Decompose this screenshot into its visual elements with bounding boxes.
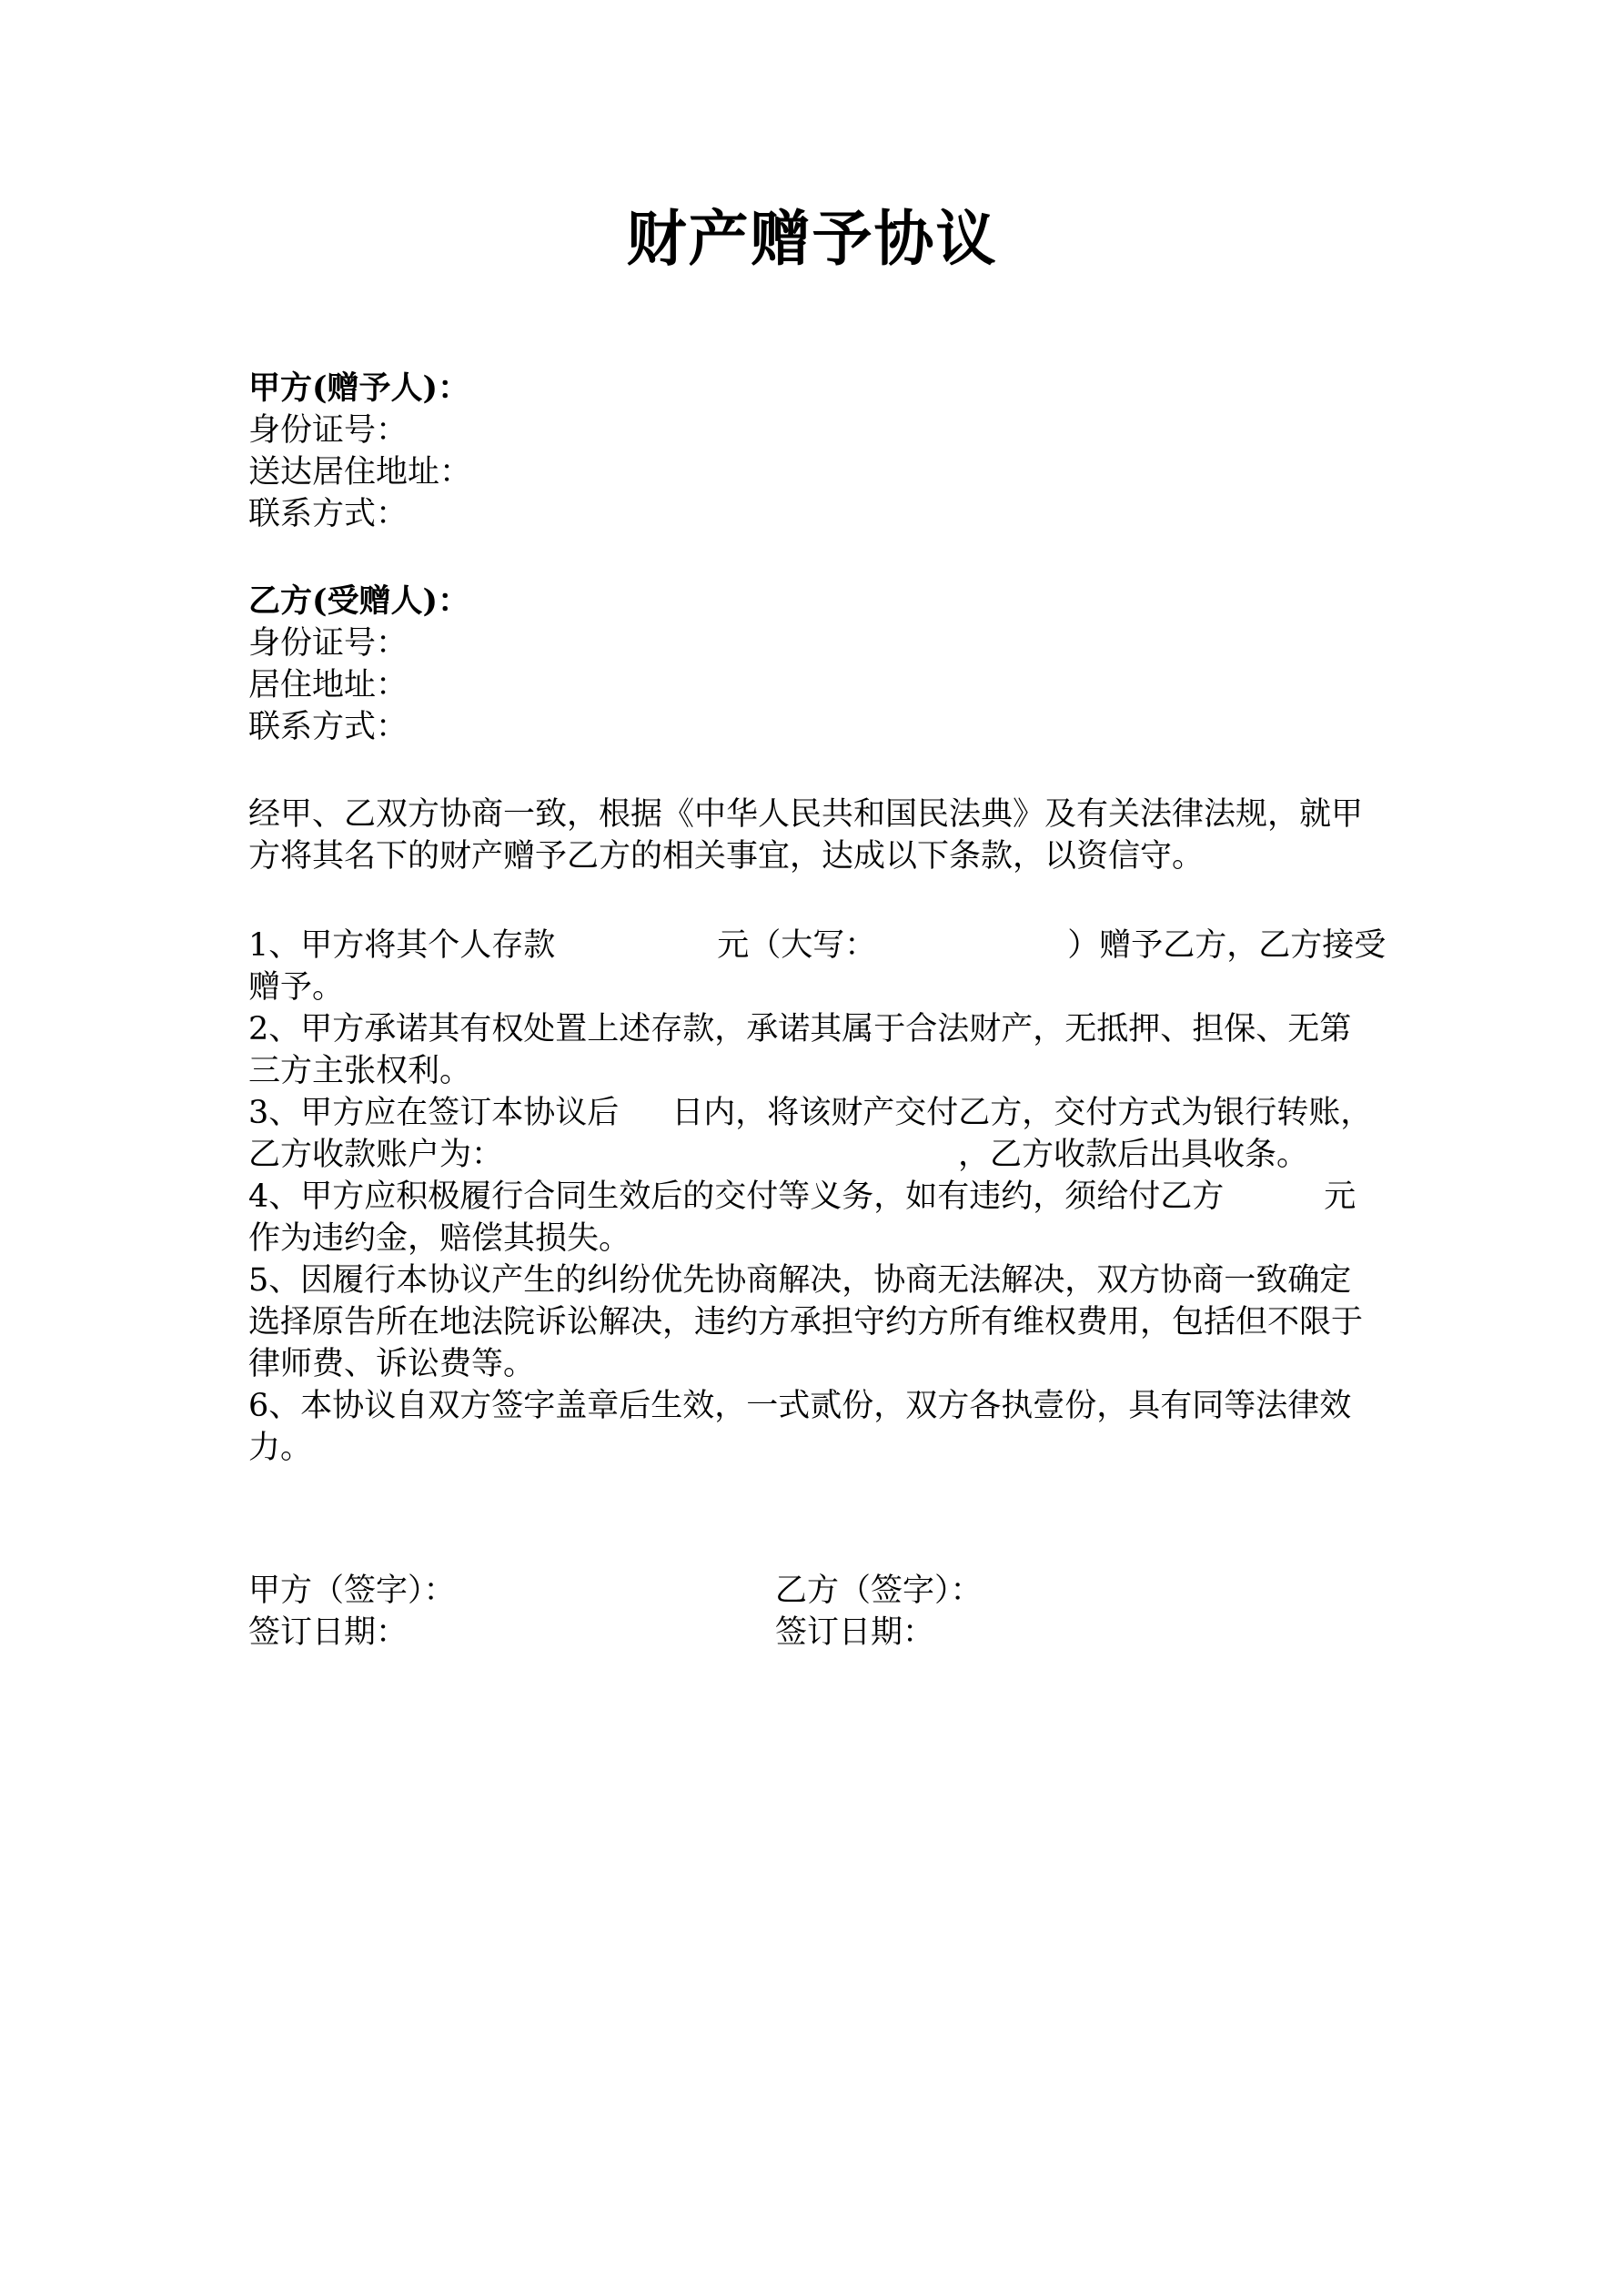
- party-b-id-label: 身份证号：: [248, 625, 409, 662]
- clause-1-part-3: ）赠予乙方，乙方接受: [1067, 927, 1387, 964]
- party-b-contact-label: 联系方式：: [248, 709, 409, 745]
- clause-3-line-2: [248, 1134, 1395, 1176]
- clause-4-part-1: 4、甲方应积极履行合同生效后的交付等义务，如有违约，须给付乙方: [248, 1178, 1225, 1215]
- preamble-line-1: 经甲、乙双方协商一致，根据《中华人民共和国民法典》及有关法律法规，就甲: [248, 796, 1364, 833]
- party-a-date-label: 签订日期：: [248, 1614, 409, 1651]
- party-b-section: [248, 581, 1395, 748]
- party-a-id-label: 身份证号：: [248, 412, 409, 449]
- party-b-heading: 乙方(受赠人)：: [248, 582, 470, 620]
- party-b-address-label: 居住地址：: [248, 667, 409, 703]
- party-a-sign-label: 甲方（签字）：: [248, 1573, 456, 1609]
- party-b-sign-label: 乙方（签字）：: [775, 1573, 983, 1609]
- clause-3-part-1: 3、甲方应在签订本协议后: [248, 1095, 620, 1131]
- clause-6-line-2: 力。: [248, 1430, 313, 1466]
- clause-3-line-2-part-2: ，乙方收款后出具收条。: [958, 1137, 1309, 1173]
- clause-5-line-3: 律师费、诉讼费等。: [248, 1346, 536, 1382]
- preamble: [248, 794, 1395, 877]
- clause-5-line-2: 选择原告所在地法院诉讼解决，违约方承担守约方所有维权费用，包括但不限于: [248, 1304, 1364, 1340]
- document-title: 财产赠予协议: [626, 203, 998, 274]
- party-b-date-label: 签订日期：: [775, 1614, 935, 1651]
- clause-3-line-2-part-1: 乙方收款账户为：: [248, 1137, 504, 1173]
- clause-1-part-1: 1、甲方将其个人存款: [248, 927, 556, 964]
- clause-3-part-2: 日内，将该财产交付乙方，交付方式为银行转账，: [671, 1095, 1373, 1131]
- preamble-line-2: 方将其名下的财产赠予乙方的相关事宜，达成以下条款，以资信守。: [248, 838, 1205, 875]
- clause-5-line-1: 5、因履行本协议产生的纠纷优先协商解决，协商无法解决，双方协商一致确定: [248, 1262, 1352, 1299]
- party-a-heading: 甲方(赠予人)：: [248, 369, 470, 407]
- clause-1-part-2: 元（大写：: [717, 927, 877, 964]
- party-a-signature-block: [248, 1570, 456, 1654]
- clause-2-line-2: 三方主张权利。: [248, 1053, 472, 1089]
- clause-2-line-1: 2、甲方承诺其有权处置上述存款，承诺其属于合法财产，无抵押、担保、无第: [248, 1011, 1352, 1047]
- clause-4-line-2: 作为违约金，赔偿其损失。: [248, 1220, 631, 1257]
- clause-6-line-1: 6、本协议自双方签字盖章后生效，一式贰份，双方各执壹份，具有同等法律效: [248, 1388, 1352, 1424]
- clause-4-part-2: 元: [1324, 1178, 1357, 1215]
- clause-1-line-2: 赠予。: [248, 969, 345, 1006]
- party-a-contact-label: 联系方式：: [248, 496, 409, 532]
- party-b-signature-block: [775, 1570, 983, 1654]
- clause-3-line-1: [248, 1092, 1395, 1134]
- clause-1-line-1: [248, 925, 1395, 966]
- party-a-address-label: 送达居住地址：: [248, 454, 472, 491]
- clause-4-line-1: [248, 1176, 1395, 1218]
- party-a-section: [248, 368, 1395, 535]
- clauses: [248, 925, 1395, 1469]
